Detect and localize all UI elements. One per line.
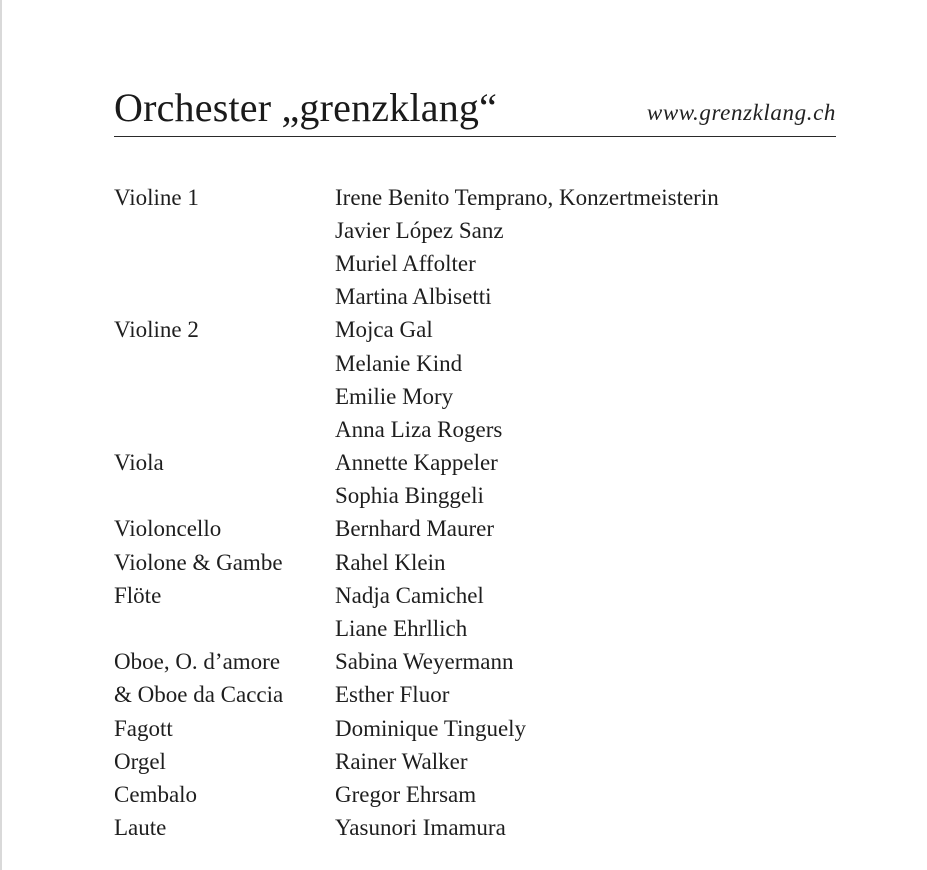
roster-row <box>114 679 836 712</box>
roster-row <box>114 413 836 446</box>
roster-row <box>114 380 836 413</box>
instrument-label: Violine 1 <box>114 184 199 210</box>
player-name: Martina Albisetti <box>335 284 492 310</box>
roster-row <box>114 712 836 745</box>
roster-row <box>114 281 836 314</box>
instrument-label: Viola <box>114 450 164 476</box>
roster-row <box>114 447 836 480</box>
player-name: Nadja Camichel <box>335 582 484 608</box>
roster-row <box>114 247 836 280</box>
roster-row <box>114 214 836 247</box>
player-name: Dominique Tinguely <box>335 715 527 741</box>
roster-row <box>114 513 836 546</box>
roster-row <box>114 181 836 214</box>
player-name: Sophia Binggeli <box>335 483 484 509</box>
player-name: Melanie Kind <box>335 350 463 376</box>
player-name: Annette Kappeler <box>335 450 498 476</box>
player-name: Yasunori Imamura <box>335 815 506 841</box>
website-url: www.grenzklang.ch <box>646 100 836 125</box>
roster-row <box>114 812 836 845</box>
instrument-label: Fagott <box>114 715 173 741</box>
roster-row <box>114 612 836 645</box>
instrument-label: & Oboe da Caccia <box>114 682 284 708</box>
player-name: Anna Liza Rogers <box>335 416 503 442</box>
roster-row <box>114 480 836 513</box>
player-name: Bernhard Maurer <box>335 516 495 542</box>
instrument-label: Violine 2 <box>114 317 199 343</box>
roster-row <box>114 745 836 778</box>
roster-row <box>114 646 836 679</box>
player-name: Javier López Sanz <box>335 217 504 243</box>
instrument-label: Oboe, O. d’amore <box>114 649 281 675</box>
page-left-edge <box>0 0 2 870</box>
roster-row <box>114 579 836 612</box>
player-name: Rahel Klein <box>335 549 446 575</box>
instrument-label: Cembalo <box>114 781 198 807</box>
player-name: Muriel Affolter <box>335 250 476 276</box>
orchestra-roster <box>114 181 836 845</box>
roster-row <box>114 314 836 347</box>
instrument-label: Violoncello <box>114 516 222 542</box>
player-name: Sabina Weyermann <box>335 649 514 675</box>
player-name: Esther Fluor <box>335 682 450 708</box>
roster-row <box>114 778 836 811</box>
instrument-label: Flöte <box>114 582 162 608</box>
player-name: Emilie Mory <box>335 383 454 409</box>
roster-row <box>114 347 836 380</box>
instrument-label: Violone & Gambe <box>114 549 283 575</box>
document-header <box>114 84 836 137</box>
instrument-label: Laute <box>114 815 167 841</box>
player-name: Rainer Walker <box>335 748 468 774</box>
player-name: Irene Benito Temprano, Konzertmeisterin <box>335 184 719 210</box>
instrument-label: Orgel <box>114 748 166 774</box>
page-title: Orchester „grenzklang“ <box>114 85 498 130</box>
player-name: Gregor Ehrsam <box>335 781 477 807</box>
roster-row <box>114 546 836 579</box>
player-name: Liane Ehrllich <box>335 616 468 642</box>
player-name: Mojca Gal <box>335 317 433 343</box>
